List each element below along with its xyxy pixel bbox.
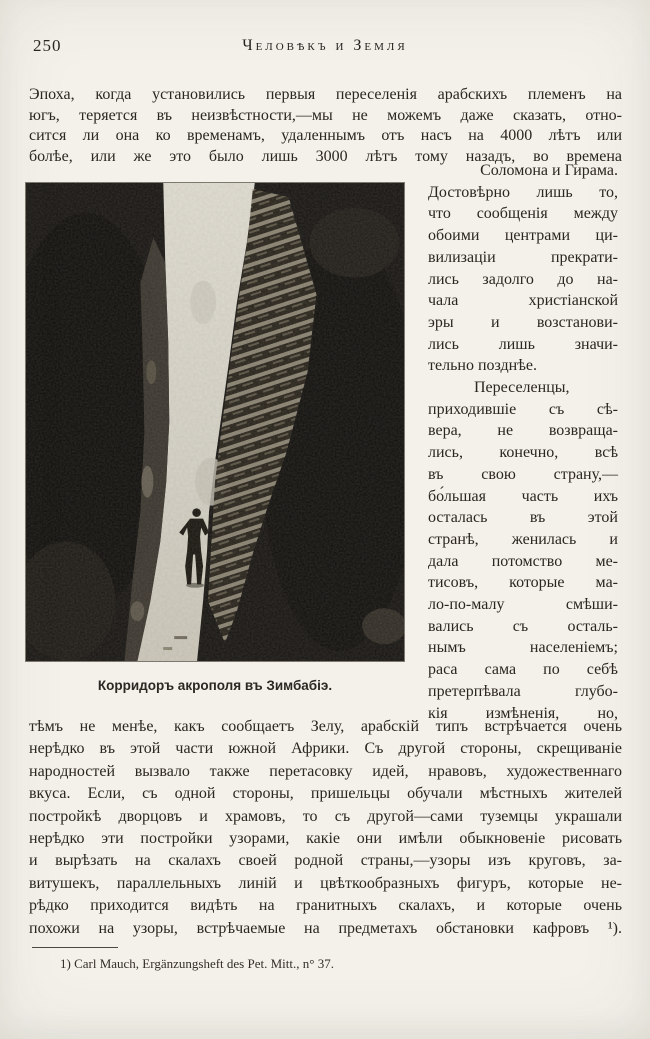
text-line: приходившіе съ сѣ- xyxy=(428,400,618,418)
text-line: бо́льшая часть ихъ xyxy=(428,487,618,505)
text-line: Соломона и Гирама. xyxy=(480,162,618,179)
text-line: вались съ осталь- xyxy=(428,617,618,635)
text-line: осталась въ этой xyxy=(428,509,618,527)
text-line: тѣмъ не менѣе, какъ сообщаетъ Зелу, арабскій типъ встрѣчается очень xyxy=(29,718,622,735)
text-line: тельно позднѣе. xyxy=(428,357,538,375)
text-line: лись задолго до на- xyxy=(428,270,618,288)
text-line: въ свою страну,— xyxy=(428,465,618,483)
text-line: Эпоха, когда установились первыя переселенія арабскихъ племенъ на xyxy=(29,86,622,103)
text-line: югъ, теряется въ неизвѣстности,—мы не можемъ даже сказать, отно- xyxy=(29,106,622,124)
text-line: Переселенцы, xyxy=(474,379,570,397)
text-line: вера, не возвраща- xyxy=(428,422,618,440)
right-column xyxy=(428,160,618,724)
text-line: обоими центрами ци- xyxy=(428,227,618,245)
footnote: 1) Carl Mauch, Ergänzungsheft des Pet. Mitt., n° 37. xyxy=(60,956,334,971)
text-line: дала потомство ме- xyxy=(428,552,618,570)
paragraph-bottom xyxy=(29,716,622,940)
text-line: лись лишь значи- xyxy=(428,335,618,353)
page-number: 250 xyxy=(33,36,62,55)
text-line: кія измѣненія, но, xyxy=(428,704,618,722)
text-line: сится ли она ко временамъ, удаленнымъ отъ насъ на 4000 лѣтъ или xyxy=(29,127,622,145)
text-line: рѣдко приходится видѣть на гранитныхъ скалахъ, и которые очень xyxy=(29,897,622,915)
text-line: эры и возстанови- xyxy=(428,313,618,331)
text-line: странѣ, женилась и xyxy=(428,530,618,548)
text-line: и вырѣзать на скалахъ своей родной страны,—узоры изъ круговъ, за- xyxy=(29,852,622,870)
text-line: что сообщенія между xyxy=(428,205,618,223)
text-line: раса сама по себѣ xyxy=(428,661,618,679)
text-line: похожи на узоры, встрѣчаемые на предметахъ обстановки кафровъ ¹). xyxy=(29,919,622,937)
text-line: Достовѣрно лишь то, xyxy=(428,183,618,201)
running-head: Человѣкъ и Земля xyxy=(242,37,408,54)
text-line: лись, конечно, всѣ xyxy=(428,444,618,462)
text-line: нерѣдко въ этой части южной Африки. Съ другой стороны, скрещиваніе xyxy=(29,740,622,758)
photo-illustration xyxy=(26,183,404,661)
text-line: витушекъ, параллельныхъ линій и цвѣткообразныхъ фигуръ, которые не- xyxy=(29,874,622,892)
text-line: ло-по-малу смѣши- xyxy=(428,596,618,614)
text-line: вкуса. Если, съ одной стороны, пришельцы обучали мѣстныхъ жителей xyxy=(29,785,622,803)
footnote-rule xyxy=(32,947,118,948)
zimbabwe-corridor-photo xyxy=(25,182,405,662)
photo-caption: Корридоръ акрополя въ Зимбабіэ. xyxy=(97,678,333,693)
text-line: нымъ населеніемъ; xyxy=(428,639,618,657)
text-line: постройкѣ дворцовъ и храмовъ, то съ другой—сами туземцы украшали xyxy=(29,807,622,825)
text-line: нерѣдко эти постройки узорами, какіе они имѣли обыкновеніе рисовать xyxy=(29,830,622,848)
text-line: претерпѣвала глубо- xyxy=(428,682,618,700)
text-line: народностей вызвало также перетасовку идей, нравовъ, художественнаго xyxy=(29,762,622,780)
text-line: чала христіанской xyxy=(428,292,618,310)
text-line: болѣе, или же это было лишь 3000 лѣтъ тому назадъ, во времена xyxy=(29,147,622,165)
text-line: тисовъ, которые ма- xyxy=(428,574,618,592)
paragraph-top xyxy=(29,85,622,167)
text-line: вилизаціи прекрати- xyxy=(428,248,618,266)
